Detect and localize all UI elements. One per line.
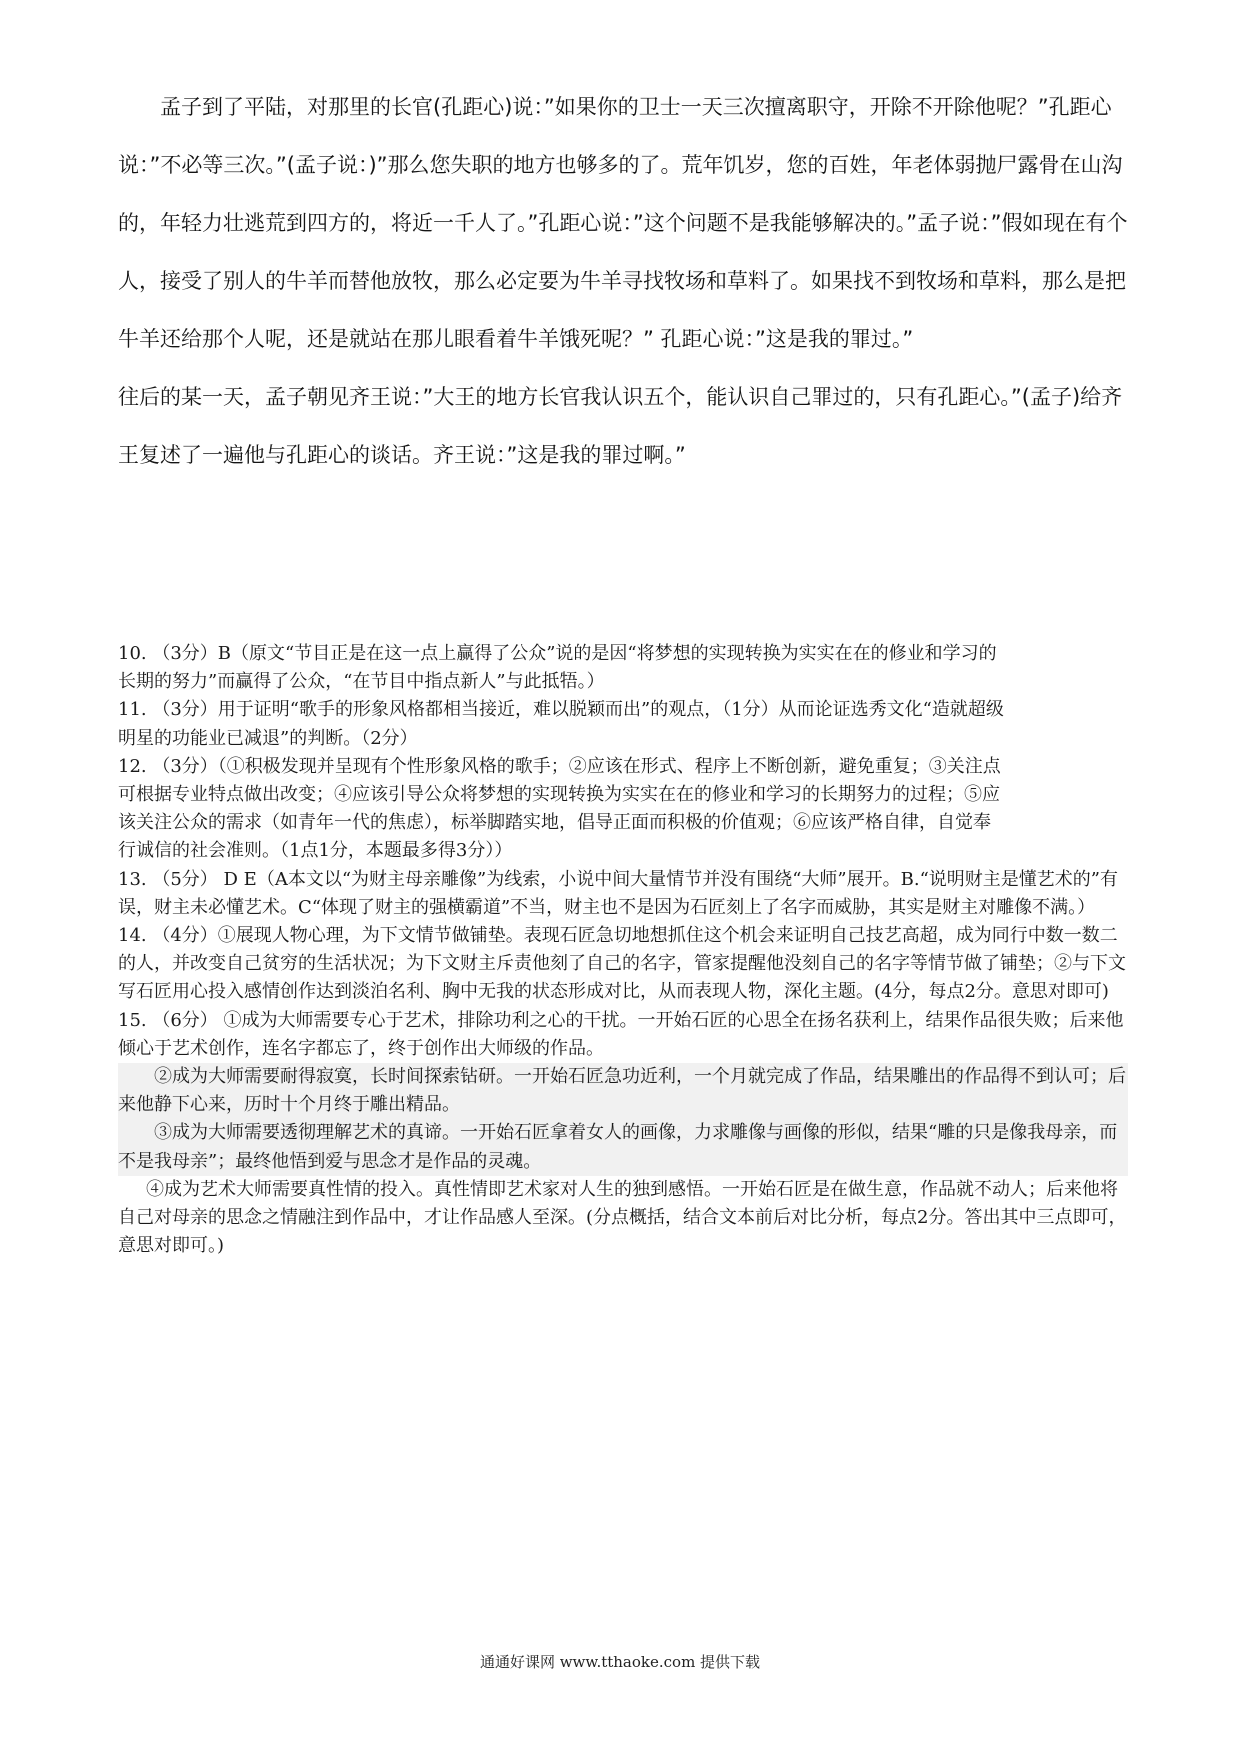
answer-q15-point-2: ②成为大师需要耐得寂寞，长时间探索钻研。一开始石匠急功近利，一个月就完成了作品，结果雕出的作品得不到认可；后来他静下心来，历时十个月终于雕出精品。 [118, 1063, 1128, 1119]
answer-q10: 10. （3分）B（原文“节目正是在这一点上赢得了公众”说的是因“将梦想的实现转换为实实在在的修业和学习的长期的努力”而赢得了公众，“在节目中指点新人”与此抵牾。） [118, 643, 997, 693]
translation-paragraph-2: 往后的某一天，孟子朝见齐王说：”大王的地方长官我认识五个，能认识自己罪过的，只有孔距心。”(孟子)给齐王复述了一遍他与孔距心的谈话。齐王说：”这是我的罪过啊。” [118, 385, 1123, 467]
answer-q15-point-4: ④成为艺术大师需要真性情的投入。真性情即艺术家对人生的独到感悟。一开始石匠是在做生意，作品就不动人；后来他将自己对母亲的思念之情融注到作品中，才让作品感人至深。(分点概括，结合文本前后对比分析，每点2分。答出其中三点即可，意思对即可。) [118, 1178, 1127, 1257]
answer-q12: 12. （3分）（①积极发现并呈现有个性形象风格的歌手；②应该在形式、程序上不断创新，避免重复；③关注点可根据专业特点做出改变；④应该引导公众将梦想的实现转换为实实在在的修业和学习的长期努力的过程；⑤应该关注公众的需求（如青年一代的焦虑），标举脚踏实地，倡导正面而积极的价值观；⑥应该严格自律，自觉奉行诚信的社会准则。（1点1分，本题最多得3分）） [118, 755, 1001, 862]
answer-key-section [118, 640, 1128, 1260]
answer-q11: 11. （3分）用于证明“歌手的形象风格都相当接近，难以脱颖而出”的观点，（1分）从而论证选秀文化“造就超级明星的功能业已减退”的判断。（2分） [118, 699, 1004, 749]
page-footer: 通通好课网 www.tthaoke.com 提供下载 [479, 1653, 761, 1671]
answer-q15-point-3: ③成为大师需要透彻理解艺术的真谛。一开始石匠拿着女人的画像，力求雕像与画像的形似，结果“雕的只是像我母亲，而不是我母亲”；最终他悟到爱与思念才是作品的灵魂。 [118, 1119, 1128, 1175]
translation-paragraph-1: 孟子到了平陆，对那里的长官(孔距心)说：”如果你的卫士一天三次擅离职守，开除不开除他呢？”孔距心说：”不必等三次。”(孟子说：)”那么您失职的地方也够多的了。荒年饥岁，您的百姓，年老体弱抛尸露骨在山沟的，年轻力壮逃荒到四方的，将近一千人了。”孔距心说：”这个问题不是我能够解决的。”孟子说：”假如现在有个人，接受了别人的牛羊而替他放牧，那么必定要为牛羊寻找牧场和草料了。如果找不到牧场和草料，那么是把牛羊还给那个人呢，还是就站在那儿眼看着牛羊饿死呢？” 孔距心说：”这是我的罪过。” [118, 95, 1128, 351]
answer-q15-point-1: 15. （6分） ①成为大师需要专心于艺术，排除功利之心的干扰。一开始石匠的心思全在扬名获利上，结果作品很失败；后来他倾心于艺术创作，连名字都忘了，终于创作出大师级的作品。 [118, 1009, 1124, 1059]
answer-q13: 13. （5分） D E（A本文以“为财主母亲雕像”为线索，小说中间大量情节并没有围绕“大师”展开。B.“说明财主是懂艺术的”有误，财主未必懂艺术。C“体现了财主的强横霸道”不当，财主也不是因为石匠刻上了名字而威胁，其实是财主对雕像不满。） [118, 868, 1118, 918]
translation-section [118, 78, 1128, 484]
answer-q14: 14. （4分）①展现人物心理，为下文情节做铺垫。表现石匠急切地想抓住这个机会来证明自己技艺高超，成为同行中数一数二的人，并改变自己贫穷的生活状况；为下文财主斥责他刻了自己的名字，管家提醒他没刻自己的名字等情节做了铺垫；②与下文写石匠用心投入感情创作达到淡泊名利、胸中无我的状态形成对比，从而表现人物，深化主题。(4分，每点2分。意思对即可) [118, 925, 1126, 1003]
